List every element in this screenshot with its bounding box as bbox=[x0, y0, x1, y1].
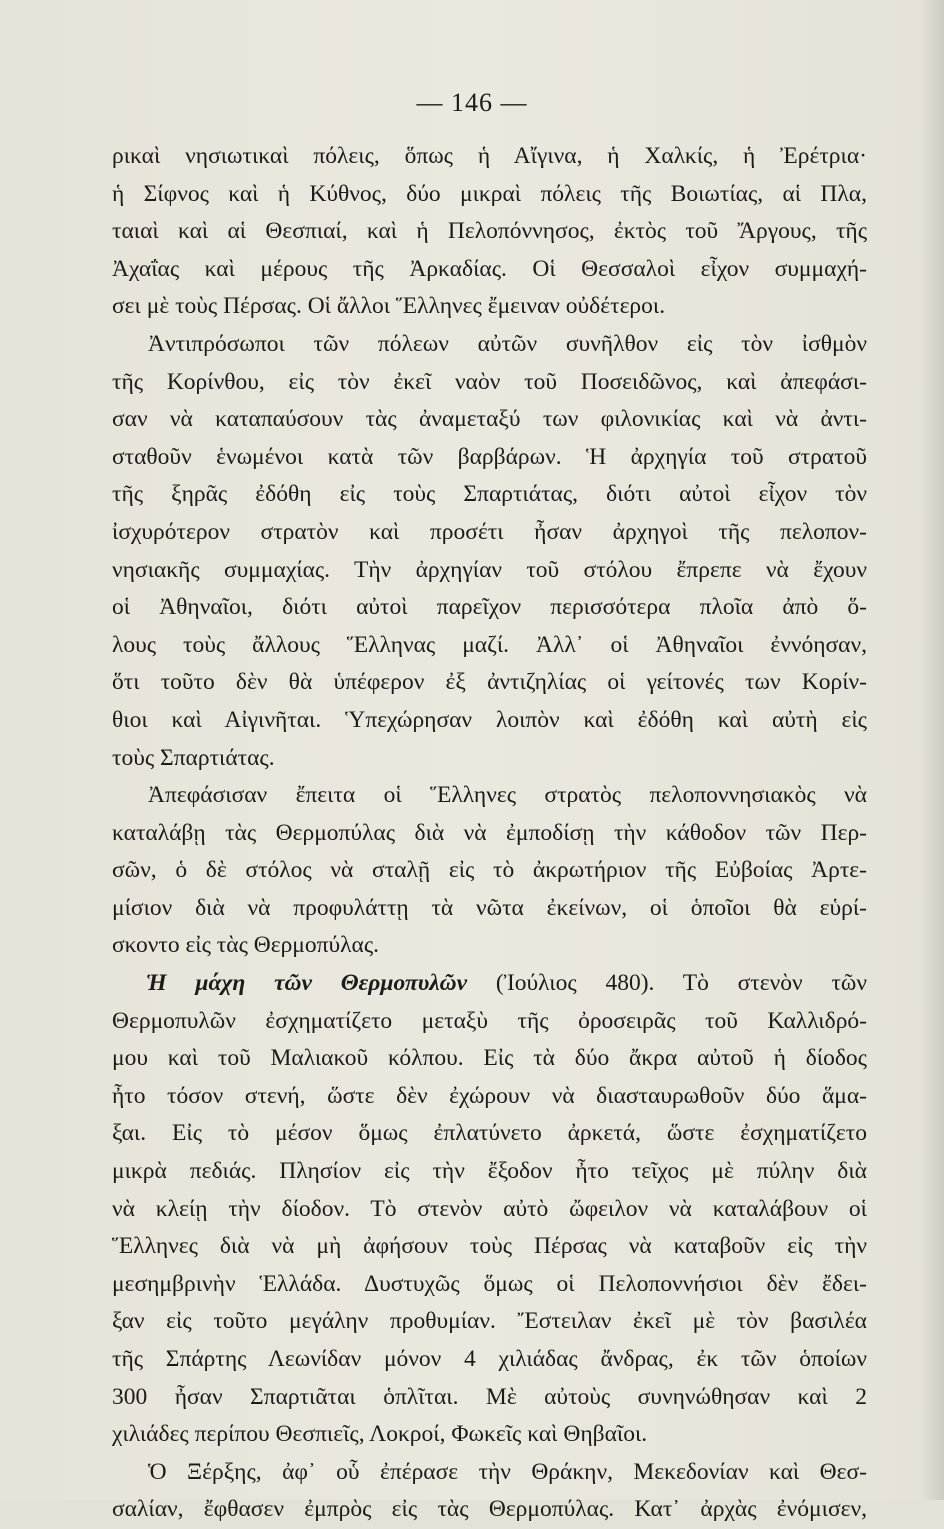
text-line: Ἀντιπρόσωποι τῶν πόλεων αὐτῶν συνῆλθον εἰς τὸν ἰσθμὸν bbox=[148, 330, 867, 357]
text-line: τῆς Κορίνθου, εἰς τὸν ἐκεῖ ναὸν τοῦ Ποσειδῶνος, καὶ ἀπεφάσι- bbox=[112, 368, 867, 395]
text-line: χιλιάδες περίπου Θεσπιεῖς, Λοκροί, Φωκεῖς καὶ Θηβαῖοι. bbox=[112, 1421, 648, 1448]
text-line: ξαι. Εἰς τὸ μέσον ὅμως ἐπλατύνετο ἀρκετά, ὥστε ἐσχηματίζετο bbox=[112, 1120, 867, 1147]
text-line: μίσιον διὰ νὰ προφυλάττῃ τὰ νῶτα ἐκείνων, οἱ ὁποῖοι θὰ εὑρί- bbox=[112, 894, 867, 921]
text-line: σκοντο εἰς τὰς Θερμοπύλας. bbox=[112, 932, 380, 959]
text-line: Ἕλληνες διὰ νὰ μὴ ἀφήσουν τοὺς Πέρσας νὰ καταβοῦν εἰς τὴν bbox=[112, 1233, 867, 1260]
text-line: οἱ Ἀθηναῖοι, διότι αὐτοὶ παρεῖχον περισσότερα πλοῖα ἀπὸ ὅ- bbox=[112, 594, 867, 621]
page-number: — 146 — bbox=[416, 88, 528, 117]
text-line: σει μὲ τοὺς Πέρσας. Οἱ ἄλλοι Ἕλληνες ἔμειναν οὐδέτεροι. bbox=[112, 293, 666, 320]
text-line: τοὺς Σπαρτιάτας. bbox=[112, 744, 275, 771]
text-line: θιοι καὶ Αἰγινῆται. Ὑπεχώρησαν λοιπὸν καὶ ἐδόθη καὶ αὐτὴ εἰς bbox=[112, 706, 867, 733]
section-heading-rest: (Ἰούλιος 480). Τὸ στενὸν τῶν bbox=[467, 970, 867, 997]
text-line: ὅτι τοῦτο δὲν θὰ ὑπέφερον ἐξ ἀντιζηλίας οἱ γείτονές των Κορίν- bbox=[112, 669, 867, 696]
text-line: Ἀπεφάσισαν ἔπειτα οἱ Ἕλληνες στρατὸς πελοποννησιακὸς νὰ bbox=[148, 782, 867, 809]
text-line: σῶν, ὁ δὲ στόλος νὰ σταλῇ εἰς τὸ ἀκρωτήριον τῆς Εὐβοίας Ἀρτε- bbox=[112, 857, 867, 884]
text-line: μεσημβρινὴν Ἑλλάδα. Δυστυχῶς ὅμως οἱ Πελοποννήσιοι δὲν ἔδει- bbox=[112, 1270, 867, 1297]
text-line: Ὁ Ξέρξης, ἀφ᾿ οὗ ἐπέρασε τὴν Θράκην, Μεκεδονίαν καὶ Θεσ- bbox=[148, 1458, 867, 1485]
text-line: σαν νὰ καταπαύσουν τὰς ἀναμεταξύ των φιλονικίας καὶ νὰ ἀντι- bbox=[112, 406, 867, 433]
body-text bbox=[112, 138, 867, 1529]
text-line: ρικαὶ νησιωτικαὶ πόλεις, ὅπως ἡ Αἴγινα, ἡ Χαλκίς, ἡ Ἐρέτρια· bbox=[112, 143, 867, 169]
text-line: Θερμοπυλῶν ἐσχηματίζετο μεταξὺ τῆς ὀροσειρᾶς τοῦ Καλλιδρό- bbox=[112, 1007, 867, 1034]
section-heading: Ἡ μάχη τῶν Θερμοπυλῶν bbox=[146, 970, 468, 997]
text-line: ἦτο τόσον στενή, ὥστε δὲν ἐχώρουν νὰ διασταυρωθοῦν δύο ἅμα- bbox=[112, 1082, 867, 1109]
text-line: καταλάβῃ τὰς Θερμοπύλας διὰ νὰ ἐμποδίσῃ τὴν κάθοδον τῶν Περ- bbox=[112, 819, 867, 846]
page-edge-shadow bbox=[920, 0, 944, 1500]
text-line: σταθοῦν ἑνωμένοι κατὰ τῶν βαρβάρων. Ἡ ἀρχηγία τοῦ στρατοῦ bbox=[112, 443, 867, 470]
text-line: 300 ἦσαν Σπαρτιᾶται ὁπλῖται. Μὲ αὐτοὺς συνηνώθησαν καὶ 2 bbox=[112, 1383, 867, 1410]
text-line: ἰσχυρότερον στρατὸν καὶ προσέτι ἦσαν ἀρχηγοὶ τῆς πελοπον- bbox=[112, 518, 867, 545]
text-line: νὰ κλείῃ τὴν δίοδον. Τὸ στενὸν αὐτὸ ὤφειλον νὰ καταλάβουν οἱ bbox=[112, 1195, 867, 1222]
text-line: νησιακῆς συμμαχίας. Τὴν ἀρχηγίαν τοῦ στόλου ἔπρεπε νὰ ἔχουν bbox=[112, 556, 867, 583]
text-line: ἡ Σίφνος καὶ ἡ Κύθνος, δύο μικραὶ πόλεις τῆς Βοιωτίας, αἱ Πλα, bbox=[112, 180, 867, 207]
text-line: τῆς ξηρᾶς ἐδόθη εἰς τοὺς Σπαρτιάτας, διότι αὐτοὶ εἶχον τὸν bbox=[112, 481, 867, 508]
text-line: Ἀχαΐας καὶ μέρους τῆς Ἀρκαδίας. Οἱ Θεσσαλοὶ εἶχον συμμαχή- bbox=[112, 255, 867, 282]
section-heading-line bbox=[112, 965, 867, 1003]
text-line: ξαν εἰς τοῦτο μεγάλην προθυμίαν. Ἔστειλαν ἐκεῖ μὲ τὸν βασιλέα bbox=[112, 1308, 867, 1335]
text-line: μου καὶ τοῦ Μαλιακοῦ κόλπου. Εἰς τὰ δύο ἄκρα αὐτοῦ ἡ δίοδος bbox=[112, 1045, 867, 1072]
text-line: ταιαὶ καὶ αἱ Θεσπιαί, καὶ ἡ Πελοπόννησος, ἐκτὸς τοῦ Ἄργους, τῆς bbox=[112, 218, 867, 245]
text-line: μικρὰ πεδιάς. Πλησίον εἰς τὴν ἔξοδον ἦτο τεῖχος μὲ πύλην διὰ bbox=[112, 1158, 867, 1185]
text-line: λους τοὺς ἄλλους Ἕλληνας μαζί. Ἀλλ᾿ οἱ Ἀθηναῖοι ἐννόησαν, bbox=[112, 631, 867, 658]
text-line: τῆς Σπάρτης Λεωνίδαν μόνον 4 χιλιάδας ἄνδρας, ἐκ τῶν ὁποίων bbox=[112, 1346, 867, 1372]
text-line: σαλίαν, ἔφθασεν ἐμπρὸς εἰς τὰς Θερμοπύλας. Κατ᾿ ἀρχὰς ἐνόμισεν, bbox=[112, 1496, 867, 1523]
